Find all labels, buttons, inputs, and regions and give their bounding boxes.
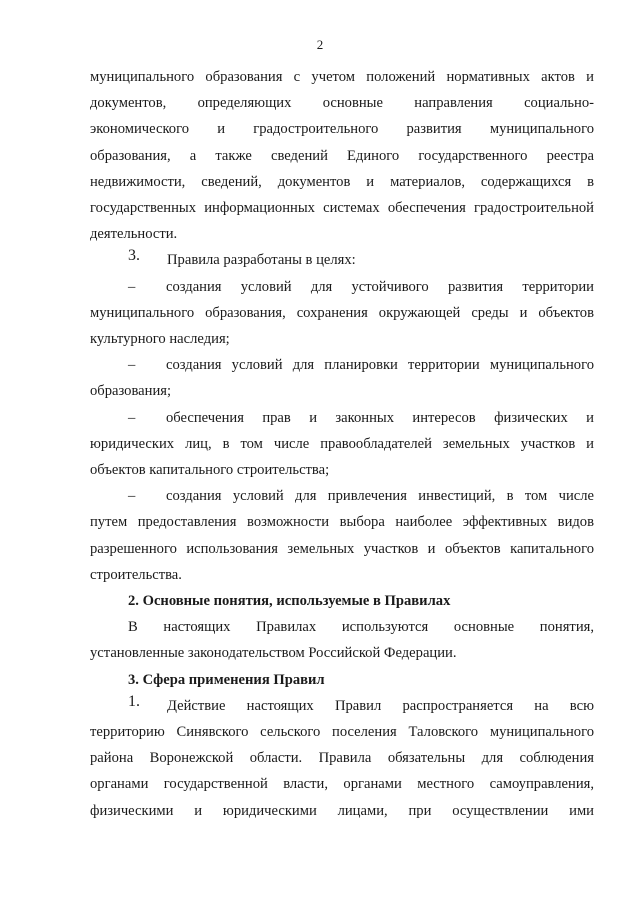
text-line: документов, определяющих основные направления социально- <box>90 95 594 112</box>
text-line: органами государственной власти, органами местного самоуправления, <box>90 776 594 793</box>
dash-list-item <box>90 352 594 404</box>
page-number: 2 <box>316 37 324 52</box>
dash-marker: – <box>128 357 136 374</box>
numbered-item-1 <box>90 693 594 719</box>
text-line: муниципального образования с учетом положений нормативных актов и <box>90 69 594 85</box>
text-line: деятельности. <box>90 226 178 243</box>
item-number: 1. <box>128 692 140 710</box>
text-line: образования; <box>90 383 172 400</box>
document-body <box>90 64 594 824</box>
dash-list-item <box>90 483 594 588</box>
text-line: экономического и градостроительного развития муниципального <box>90 121 594 138</box>
section-3-paragraph <box>90 693 594 824</box>
text-line: образования, а также сведений Единого государственного реестра <box>90 147 594 164</box>
text-line: района Воронежской области. Правила обязательны для соблюдения <box>90 750 594 767</box>
item-text: Правила разработаны в целях: <box>167 252 356 269</box>
text-line: недвижимости, сведений, документов и материалов, содержащихся в <box>90 173 594 190</box>
text-line: – обеспечения прав и законных интересов физических и <box>90 405 594 431</box>
text-line: Действие настоящих Правил распространяется на всю <box>167 697 594 714</box>
text-line: государственных информационных системах обеспечения градостроительной <box>90 200 594 217</box>
text-line: территорию Синявского сельского поселения Таловского муниципального <box>90 724 594 741</box>
text-line: – создания условий для устойчивого развития территории <box>90 274 594 300</box>
text-line: объектов капитального строительства; <box>90 462 330 479</box>
paragraph-continuation <box>90 64 594 247</box>
dash-marker: – <box>128 488 136 505</box>
text-line: строительства. <box>90 566 182 583</box>
text-line: муниципального образования, сохранения окружающей среды и объектов <box>90 304 594 321</box>
numbered-item-3 <box>90 247 594 273</box>
dash-list-item <box>90 274 594 353</box>
section-2-paragraph <box>90 614 594 666</box>
dash-marker: – <box>128 409 136 426</box>
text-line: установленные законодательством Российской Федерации. <box>90 645 457 662</box>
item-number: 3. <box>128 247 140 265</box>
section-heading-2: 2. Основные понятия, используемые в Правилах <box>128 593 451 610</box>
text-line: – создания условий для планировки территории муниципального <box>90 352 594 378</box>
dash-list-item <box>90 405 594 484</box>
text-line: путем предоставления возможности выбора наиболее эффективных видов <box>90 514 594 531</box>
section-heading-3: 3. Сфера применения Правил <box>128 671 325 688</box>
text-line: юридических лиц, в том числе правообладателей земельных участков и <box>90 435 594 452</box>
text-line: В настоящих Правилах используются основные понятия, <box>128 619 594 636</box>
text-line: культурного наследия; <box>90 331 230 348</box>
dash-marker: – <box>128 278 136 295</box>
text-line: разрешенного использования земельных участков и объектов капитального <box>90 540 594 557</box>
text-line: физическими и юридическими лицами, при осуществлении ими <box>90 802 594 819</box>
text-line: – создания условий для привлечения инвестиций, в том числе <box>90 483 594 509</box>
